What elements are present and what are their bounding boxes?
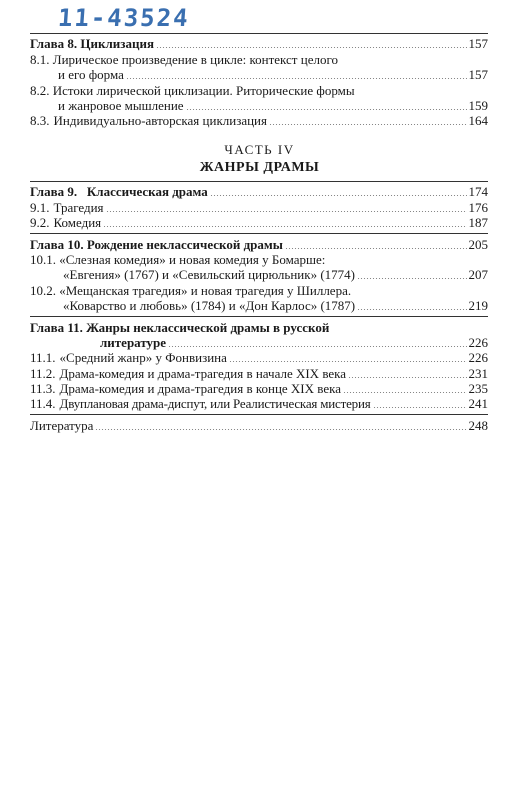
toc-section-8-1[interactable] bbox=[58, 67, 488, 82]
section-number: 11.4. bbox=[30, 396, 56, 411]
page-number: 231 bbox=[468, 366, 488, 381]
toc-section-11-3[interactable] bbox=[30, 381, 488, 396]
leader-dots bbox=[285, 248, 467, 249]
section-title-cont: «Коварство и любовь» (1784) и «Дон Карлос» (1787) bbox=[63, 298, 356, 313]
leader-dots bbox=[343, 392, 467, 393]
library-stamp: 11-43524 bbox=[57, 4, 191, 32]
section-title: Комедия bbox=[53, 215, 102, 230]
page-number: 157 bbox=[468, 67, 488, 82]
section-title: «Мещанская трагедия» и новая трагедия у Шиллера. bbox=[59, 283, 352, 298]
top-rule bbox=[30, 33, 488, 34]
section-title-cont: «Евгения» (1767) и «Севильский цирюльник» (1774) bbox=[63, 267, 355, 282]
part-rule bbox=[30, 181, 488, 182]
page-number: 241 bbox=[468, 396, 488, 411]
chapter-rule bbox=[30, 233, 488, 234]
page-number: 174 bbox=[468, 184, 488, 199]
part-label: ЧАСТЬ IV bbox=[224, 142, 295, 157]
section-number: 11.2. bbox=[30, 366, 56, 381]
chapter-title-cont: литературе bbox=[100, 335, 167, 350]
section-title: Трагедия bbox=[53, 200, 104, 215]
section-title: Драма-комедия и драма-трагедия в конце XIX века bbox=[59, 381, 341, 396]
chapter-title: Глава 10. Рождение неклассической драмы bbox=[30, 237, 283, 252]
leader-dots bbox=[210, 195, 467, 196]
section-title: Двуплановая драма-диспут, или Реалистическая мистерия bbox=[59, 396, 371, 411]
toc-section-8-1-line1 bbox=[30, 52, 338, 67]
page-number: 235 bbox=[468, 381, 488, 396]
page-number: 164 bbox=[468, 113, 488, 128]
page-number: 159 bbox=[468, 98, 488, 113]
toc-section-9-1[interactable] bbox=[30, 200, 488, 215]
page-number: 226 bbox=[468, 350, 488, 365]
section-title: «Средний жанр» у Фонвизина bbox=[59, 350, 227, 365]
toc-section-8-3[interactable] bbox=[30, 113, 488, 128]
toc-section-11-2[interactable] bbox=[30, 366, 488, 381]
toc-chapter-11[interactable] bbox=[100, 335, 488, 350]
chapter-title: Глава 9. Классическая драма bbox=[30, 184, 208, 199]
toc-chapter-10[interactable] bbox=[30, 237, 488, 252]
page-number: 176 bbox=[468, 200, 488, 215]
leader-dots bbox=[156, 47, 467, 48]
section-number: 10.1. bbox=[30, 252, 56, 267]
page-number: 205 bbox=[468, 237, 488, 252]
leader-dots bbox=[229, 361, 467, 362]
toc-section-8-2[interactable] bbox=[58, 98, 488, 113]
section-number: 8.2. bbox=[30, 83, 50, 98]
section-number: 8.3. bbox=[30, 113, 50, 128]
toc-section-9-2[interactable] bbox=[30, 215, 488, 230]
section-title: Лирическое произведение в цикле: контекст целого bbox=[52, 52, 338, 67]
leader-dots bbox=[186, 109, 467, 110]
leader-dots bbox=[168, 346, 466, 347]
section-title: Драма-комедия и драма-трагедия в начале XIX века bbox=[59, 366, 347, 381]
toc-chapter-9[interactable] bbox=[30, 184, 488, 199]
toc-section-10-1[interactable] bbox=[63, 267, 488, 282]
toc-section-10-2[interactable] bbox=[63, 298, 488, 313]
page-number: 226 bbox=[468, 335, 488, 350]
leader-dots bbox=[269, 124, 467, 125]
section-number: 9.1. bbox=[30, 200, 50, 215]
page-number: 157 bbox=[468, 36, 488, 51]
section-title: Индивидуально-авторская циклизация bbox=[53, 113, 267, 128]
leader-dots bbox=[106, 211, 467, 212]
section-number: 11.3. bbox=[30, 381, 56, 396]
leader-dots bbox=[357, 278, 467, 279]
leader-dots bbox=[373, 407, 467, 408]
section-title-cont: и его форма bbox=[58, 67, 124, 82]
part-title: ЖАНРЫ ДРАМЫ bbox=[199, 160, 320, 175]
page-number: 248 bbox=[468, 418, 488, 433]
leader-dots bbox=[95, 429, 466, 430]
chapter-title: Глава 8. Циклизация bbox=[30, 36, 154, 51]
toc-chapter-11-line1: Глава 11. Жанры неклассической драмы в русской bbox=[30, 320, 330, 335]
section-title: «Слезная комедия» и новая комедия у Бомарше: bbox=[59, 252, 326, 267]
toc-section-11-4[interactable] bbox=[30, 396, 488, 411]
toc-section-8-2-line1 bbox=[30, 83, 355, 98]
leader-dots bbox=[126, 78, 467, 79]
toc-chapter-8[interactable] bbox=[30, 36, 488, 51]
page-number: 187 bbox=[468, 215, 488, 230]
toc-section-10-2-line1 bbox=[30, 283, 351, 298]
section-number: 9.2. bbox=[30, 215, 50, 230]
leader-dots bbox=[103, 226, 466, 227]
page-number: 219 bbox=[468, 298, 488, 313]
toc-literature[interactable] bbox=[30, 418, 488, 433]
section-title-cont: и жанровое мышление bbox=[58, 98, 184, 113]
leader-dots bbox=[348, 377, 466, 378]
section-number: 11.1. bbox=[30, 350, 56, 365]
section-number: 8.1. bbox=[30, 52, 50, 67]
section-title: Истоки лирической циклизации. Риторические формы bbox=[52, 83, 355, 98]
chapter-rule bbox=[30, 316, 488, 317]
toc-section-11-1[interactable] bbox=[30, 350, 488, 365]
section-number: 10.2. bbox=[30, 283, 56, 298]
toc-section-10-1-line1 bbox=[30, 252, 325, 267]
leader-dots bbox=[357, 309, 466, 310]
chapter-rule bbox=[30, 414, 488, 415]
page-number: 207 bbox=[468, 267, 488, 282]
literature-title: Литература bbox=[30, 418, 94, 433]
